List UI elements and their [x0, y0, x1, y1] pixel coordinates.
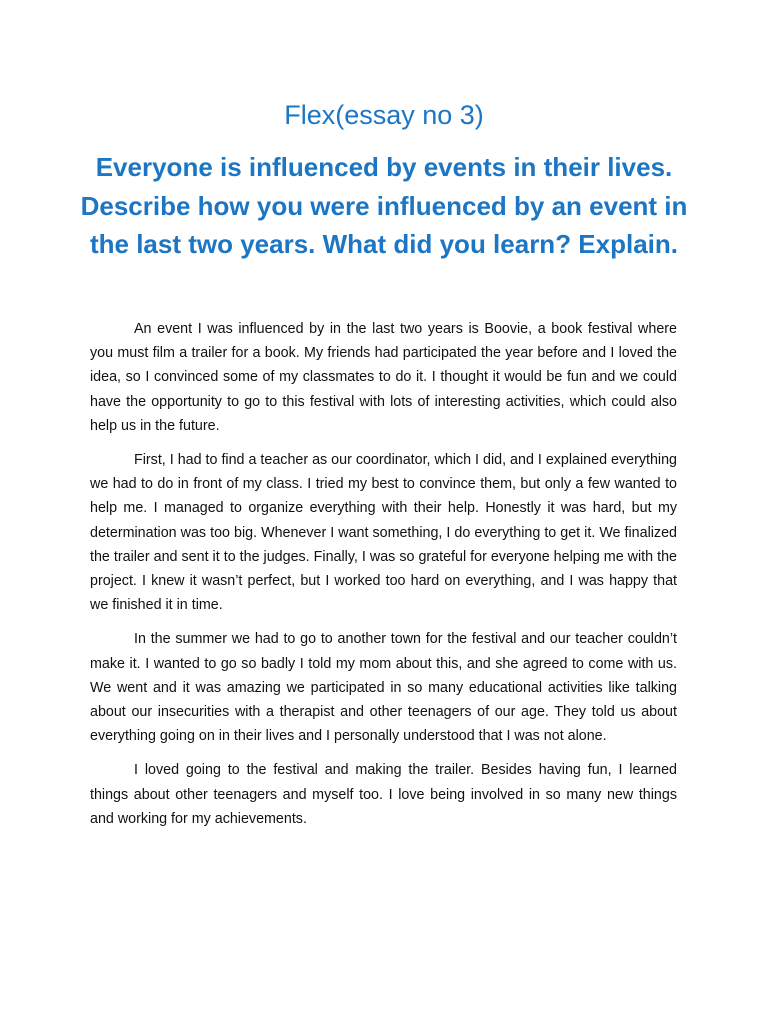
essay-paragraph-1: An event I was influenced by in the last two years is Boovie, a book festival where you must film a trailer for a book. My friends had participated the year before and I loved the idea, so I convinced some of my classmates to do it. I thought it would be fun and we could have the opportunity to go to this festival with lots of interesting activities, which could also help us in the future. [90, 321, 677, 434]
essay-title: Flex(essay no 3) [284, 100, 484, 130]
essay-body [90, 317, 677, 841]
essay-paragraph-4: I loved going to the festival and making the trailer. Besides having fun, I learned things about other teenagers and myself too. I love being involved in so many new things and working for my achievements. [90, 762, 677, 827]
essay-paragraph-2: First, I had to find a teacher as our coordinator, which I did, and I explained everything we had to do in front of my class. I tried my best to convince them, but only a few wanted to help me. I managed to organize everything with their help. Honestly it was hard, but my determination was too big. Whenever I want something, I do everything to get it. We finalized the trailer and sent it to the judges. Finally, I was so grateful for everyone helping me with the project. I knew it wasn’t perfect, but I worked too hard on everything, and I was happy that we finished it in time. [90, 452, 677, 614]
essay-paragraph-3: In the summer we had to go to another town for the festival and our teacher couldn’t make it. I wanted to go so badly I told my mom about this, and she agreed to come with us. We went and it was amazing we participated in so many educational activities like talking about our insecurities with a therapist and other teenagers of our age. They told us about everything going on in their lives and I personally understood that I was not alone. [90, 631, 677, 745]
essay-prompt-heading: Everyone is influenced by events in their lives. Describe how you were influenced by an event in the last two years. What did you learn? Explain. [80, 152, 688, 259]
